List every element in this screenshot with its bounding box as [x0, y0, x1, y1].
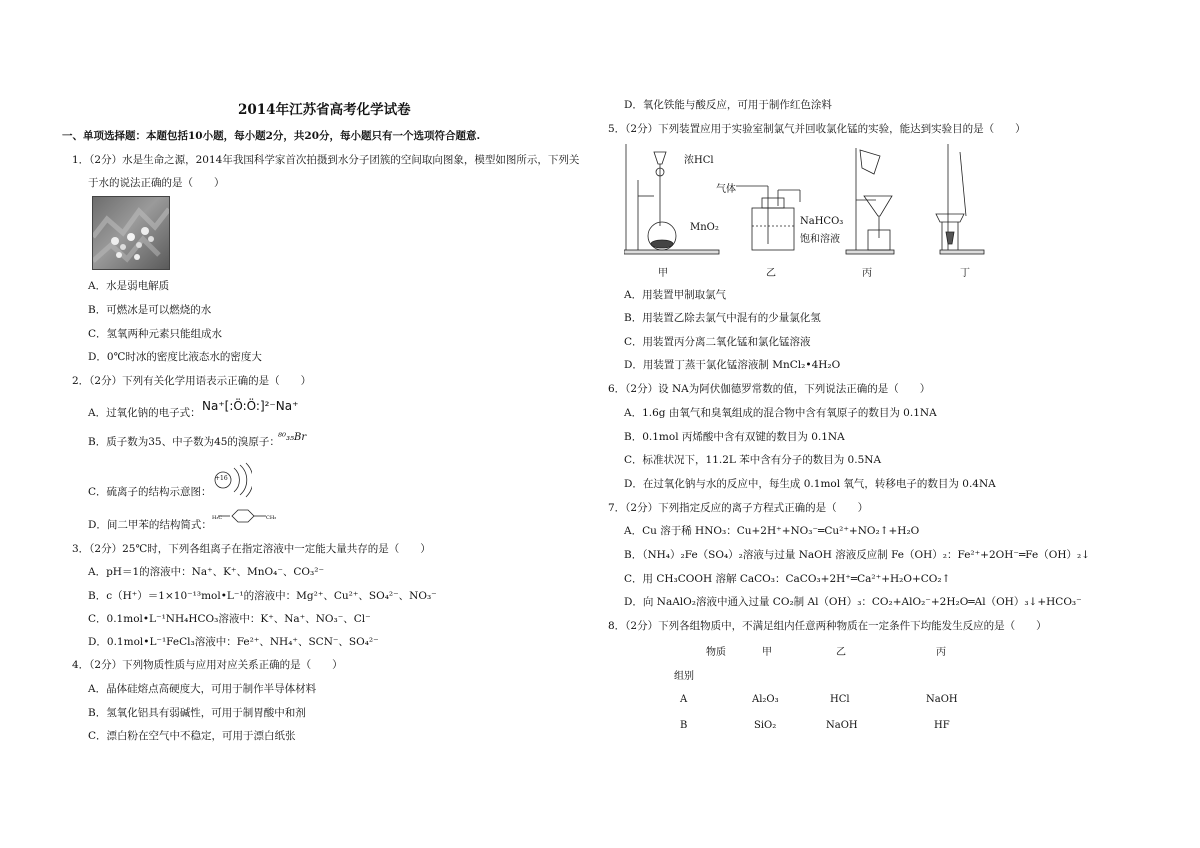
q2-a-formula: Na⁺[:Ö:Ö:]²⁻Na⁺	[202, 399, 299, 413]
q8-row-b-bing: HF	[934, 720, 950, 731]
q3-option-c: C．0.1mol•L⁻¹NH₄HCO₃溶液中：K⁺、Na⁺、NO₃⁻、Cl⁻	[88, 613, 371, 625]
label-bing: 丙	[862, 268, 872, 279]
q2-option-c: C．硫离子的结构示意图：	[88, 486, 212, 498]
q8-row-b-jia: SiO₂	[754, 720, 777, 731]
q1-stem-line2: 于水的说法正确的是（ ）	[88, 177, 225, 189]
q8-row-header: 组别	[674, 671, 694, 682]
section-heading: 一、单项选择题：本题包括10小题，每小题2分，共20分，每小题只有一个选项符合题意.	[62, 130, 481, 142]
q5-option-d: D．用装置丁蒸干氯化锰溶液制 MnCl₂•4H₂O	[624, 359, 841, 371]
q1-option-b: B．可燃冰是可以燃烧的水	[88, 304, 212, 316]
q2-option-b: B．质子数为35、中子数为45的溴原子：	[88, 436, 280, 448]
q8-header-yi: 乙	[836, 647, 846, 658]
q4-stem: 4．（2分）下列物质性质与应用对应关系正确的是（ ）	[72, 659, 343, 671]
q2-option-d: D．间二甲苯的结构简式：	[88, 519, 212, 531]
q8-row-b-label: B	[680, 720, 688, 731]
q3-stem: 3．（2分）25℃时，下列各组离子在指定溶液中一定能大量共存的是（ ）	[72, 543, 431, 555]
m-xylene-structure	[212, 506, 276, 526]
q4-option-a: A．晶体硅熔点高硬度大，可用于制作半导体材料	[88, 683, 317, 695]
q5-apparatus-figure	[624, 140, 986, 282]
water-cluster-image	[92, 196, 170, 270]
q3-option-a: A．pH＝1的溶液中：Na⁺、K⁺、MnO₄⁻、CO₃²⁻	[88, 566, 324, 578]
label-gas: 气体	[716, 184, 736, 195]
q7-stem: 7．（2分）下列指定反应的离子方程式正确的是（ ）	[608, 502, 869, 514]
q5-stem: 5．（2分）下列装置应用于实验室制氯气并回收氯化锰的实验，能达到实验目的是（ ）	[608, 123, 1026, 135]
q2-option-a: A．过氧化钠的电子式：	[88, 407, 201, 419]
label-ding: 丁	[960, 268, 970, 279]
q5-option-c: C．用装置丙分离二氧化锰和氯化锰溶液	[624, 336, 811, 348]
q8-row-a-bing: NaOH	[926, 694, 958, 705]
q4-option-c: C．漂白粉在空气中不稳定，可用于漂白纸张	[88, 730, 296, 742]
q8-row-a-yi: HCl	[830, 694, 850, 705]
label-nahco3: NaHCO₃	[800, 216, 844, 227]
q3-option-b: B．c（H⁺）＝1×10⁻¹³mol•L⁻¹的溶液中：Mg²⁺、Cu²⁺、SO₄²⁻、NO₃⁻	[88, 590, 437, 602]
q8-header-jia: 甲	[762, 647, 772, 658]
q7-option-a: A．Cu 溶于稀 HNO₃：Cu+2H⁺+NO₃⁻═Cu²⁺+NO₂↑+H₂O	[624, 525, 920, 537]
q1-option-c: C．氢氧两种元素只能组成水	[88, 328, 223, 340]
q1-option-d: D．0℃时冰的密度比液态水的密度大	[88, 351, 262, 363]
label-conc-hcl: 浓HCl	[684, 155, 714, 166]
q8-stem: 8．（2分）下列各组物质中，不满足组内任意两种物质在一定条件下均能发生反应的是（ ）	[608, 620, 1047, 632]
q8-header-bing: 丙	[936, 647, 946, 658]
svg-text:H₃C: H₃C	[212, 515, 223, 521]
q4-option-d: D．氧化铁能与酸反应，可用于制作红色涂料	[624, 99, 832, 111]
svg-text:CH₃: CH₃	[266, 515, 276, 521]
q6-option-a: A．1.6g 由氧气和臭氧组成的混合物中含有氧原子的数目为 0.1NA	[624, 407, 937, 419]
q6-option-d: D．在过氧化钠与水的反应中，每生成 0.1mol 氧气，转移电子的数目为 0.4NA	[624, 478, 996, 490]
q7-option-b: B．（NH₄）₂Fe（SO₄）₂溶液与过量 NaOH 溶液反应制 Fe（OH）₂：Fe²⁺+2OH⁻═Fe（OH）₂↓	[624, 549, 1090, 561]
q2-stem: 2．（2分）下列有关化学用语表示正确的是（ ）	[72, 375, 312, 387]
exam-title: 2014年江苏省高考化学试卷	[238, 102, 411, 118]
label-yi: 乙	[766, 268, 776, 279]
q6-stem: 6．（2分）设 NA为阿伏伽德罗常数的值，下列说法正确的是（ ）	[608, 383, 931, 395]
q3-option-d: D．0.1mol•L⁻¹FeCl₃溶液中：Fe²⁺、NH₄⁺、SCN⁻、SO₄²⁻	[88, 636, 379, 648]
q2-b-formula: ⁸⁰₃₅Br	[278, 432, 307, 443]
q8-row-a-label: A	[680, 694, 688, 705]
q4-option-b: B．氢氧化铝具有弱碱性，可用于制胃酸中和剂	[88, 707, 306, 719]
q5-option-b: B．用装置乙除去氯气中混有的少量氯化氢	[624, 312, 821, 324]
label-mno2: MnO₂	[690, 222, 719, 233]
sulfide-ion-diagram	[212, 460, 252, 500]
q7-option-c: C．用 CH₃COOH 溶解 CaCO₃：CaCO₃+2H⁺═Ca²⁺+H₂O+CO₂↑	[624, 573, 951, 585]
q7-option-d: D．向 NaAlO₂溶液中通入过量 CO₂制 Al（OH）₃：CO₂+AlO₂⁻+2H₂O═Al（OH）₃↓+HCO₃⁻	[624, 596, 1082, 608]
q1-stem-line1: 1．（2分）水是生命之源，2014年我国科学家首次拍摄到水分子团簇的空间取向图象，模型如图所示，下列关	[72, 154, 580, 166]
label-jia: 甲	[658, 268, 668, 279]
q6-option-b: B．0.1mol 丙烯酸中含有双键的数目为 0.1NA	[624, 431, 845, 443]
q8-header-substance: 物质	[706, 647, 726, 658]
q5-option-a: A．用装置甲制取氯气	[624, 289, 727, 301]
q8-row-b-yi: NaOH	[826, 720, 858, 731]
label-saturated: 饱和溶液	[800, 234, 840, 245]
q1-option-a: A．水是弱电解质	[88, 280, 170, 292]
q8-row-a-jia: Al₂O₃	[752, 694, 779, 705]
sulfide-nucleus-label: +16	[215, 475, 228, 482]
q6-option-c: C．标准状况下，11.2L 苯中含有分子的数目为 0.5NA	[624, 454, 882, 466]
